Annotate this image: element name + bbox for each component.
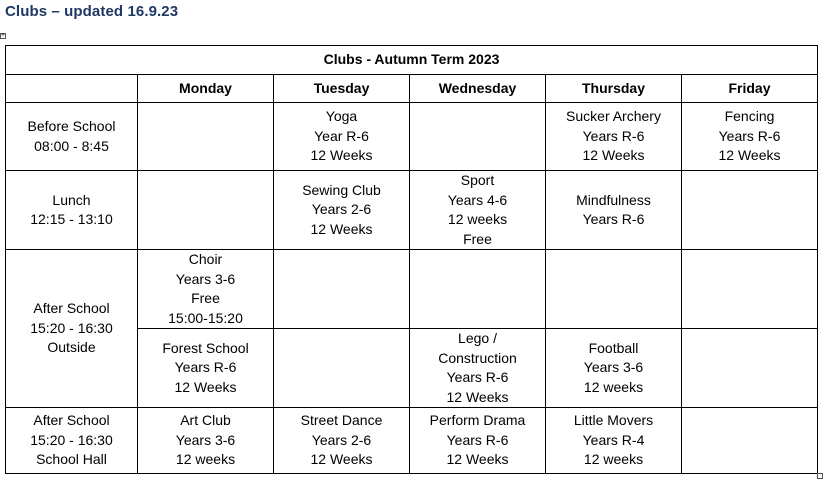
header-tuesday: Tuesday (274, 75, 410, 103)
cell-after-outside-thursday-a (546, 250, 682, 329)
cell-lunch-monday (138, 171, 274, 250)
table-move-handle[interactable]: + (1, 33, 5, 39)
cell-before-school-thursday: Sucker Archery Years R-6 12 Weeks (546, 103, 682, 171)
header-monday: Monday (138, 75, 274, 103)
header-wednesday: Wednesday (410, 75, 546, 103)
cell-after-outside-tuesday-b (274, 329, 410, 408)
cell-after-hall-wednesday: Perform Drama Years R-6 12 Weeks (410, 408, 546, 474)
cell-lunch-friday (682, 171, 818, 250)
cell-after-hall-friday (682, 408, 818, 474)
cell-lunch-thursday: Mindfulness Years R-6 (546, 171, 682, 250)
cell-after-hall-thursday: Little Movers Years R-4 12 weeks (546, 408, 682, 474)
row-label-after-school-hall: After School 15:20 - 16:30 School Hall (6, 408, 138, 474)
cell-after-hall-monday: Art Club Years 3-6 12 weeks (138, 408, 274, 474)
cell-after-outside-wednesday-b: Lego / Construction Years R-6 12 Weeks (410, 329, 546, 408)
cell-after-outside-friday-b (682, 329, 818, 408)
cell-before-school-tuesday: Yoga Year R-6 12 Weeks (274, 103, 410, 171)
header-empty-cell (6, 75, 138, 103)
row-label-lunch: Lunch 12:15 - 13:10 (6, 171, 138, 250)
document-title: Clubs – updated 16.9.23 (5, 3, 179, 20)
cell-lunch-tuesday: Sewing Club Years 2-6 12 Weeks (274, 171, 410, 250)
table-resize-handle[interactable] (817, 473, 823, 479)
header-friday: Friday (682, 75, 818, 103)
cell-after-outside-monday-a: Choir Years 3-6 Free 15:00-15:20 (138, 250, 274, 329)
row-label-before-school: Before School 08:00 - 8:45 (6, 103, 138, 171)
clubs-table (5, 45, 818, 474)
header-thursday: Thursday (546, 75, 682, 103)
cell-after-hall-tuesday: Street Dance Years 2-6 12 Weeks (274, 408, 410, 474)
cell-before-school-friday: Fencing Years R-6 12 Weeks (682, 103, 818, 171)
cell-lunch-wednesday: Sport Years 4-6 12 weeks Free (410, 171, 546, 250)
cell-after-outside-monday-b: Forest School Years R-6 12 Weeks (138, 329, 274, 408)
cell-before-school-wednesday (410, 103, 546, 171)
cell-before-school-monday (138, 103, 274, 171)
cell-after-outside-wednesday-a (410, 250, 546, 329)
row-label-after-school-outside: After School 15:20 - 16:30 Outside (6, 250, 138, 408)
cell-after-outside-thursday-b: Football Years 3-6 12 weeks (546, 329, 682, 408)
table-title: Clubs - Autumn Term 2023 (6, 46, 818, 75)
cell-after-outside-friday-a (682, 250, 818, 329)
cell-after-outside-tuesday-a (274, 250, 410, 329)
